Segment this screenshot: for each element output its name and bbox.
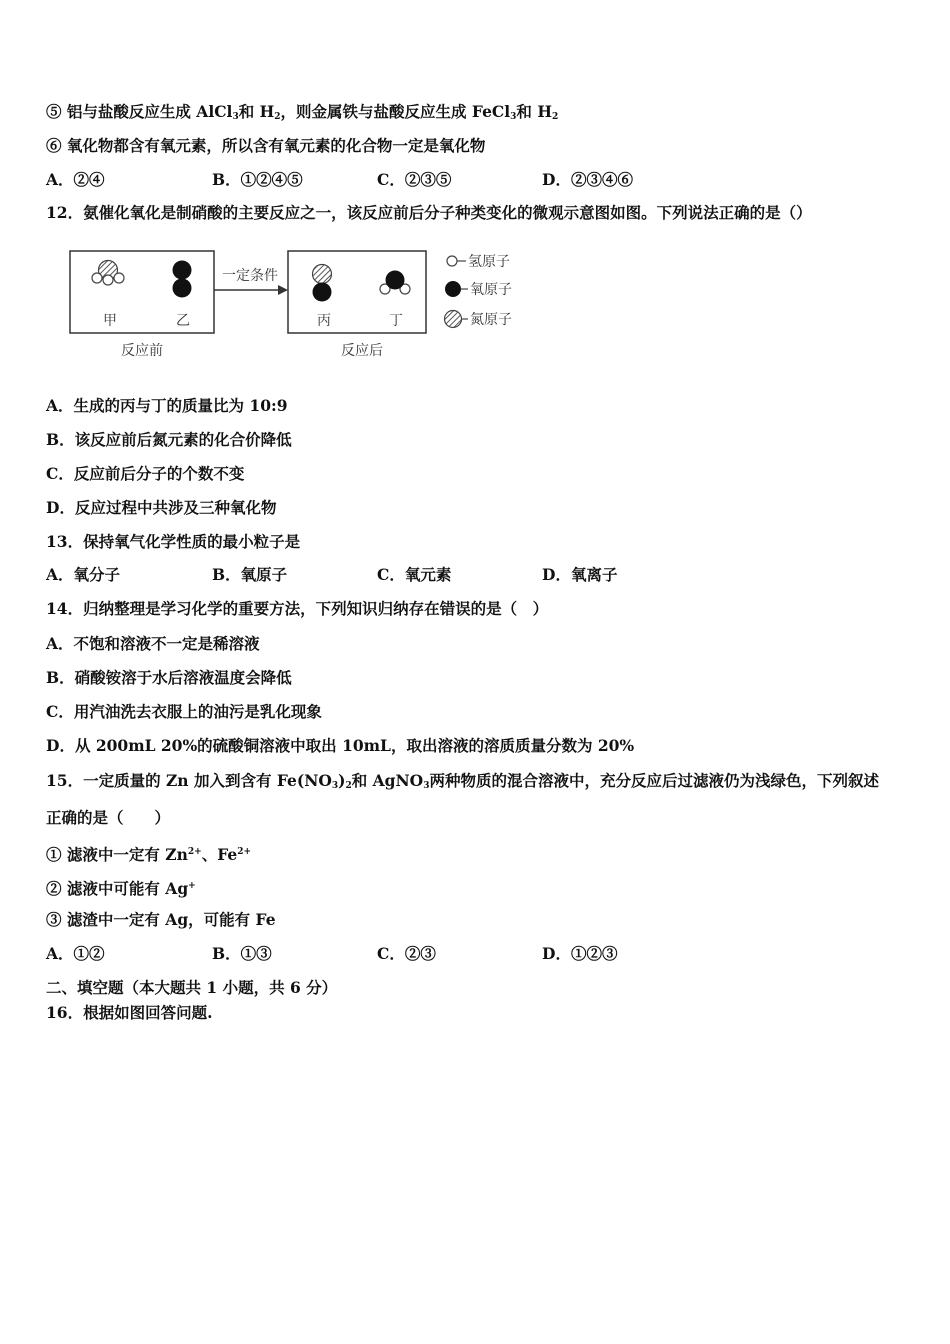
section-heading: 二、填空题（本大题共 1 小题，共 6 分）	[46, 978, 338, 997]
q14-option-b: B．硝酸铵溶于水后溶液温度会降低	[46, 668, 292, 687]
q13-stem: 13．保持氧气化学性质的最小粒子是	[46, 532, 301, 551]
caption-before: 反应前	[121, 343, 163, 359]
label-yi: 乙	[176, 313, 190, 329]
option-a: A．①②	[46, 944, 105, 963]
option-d: D．②③④⑥	[542, 170, 633, 189]
label-ding: 丁	[389, 313, 403, 329]
q14-option-d: D．从 200mL 20%的硫酸铜溶液中取出 10mL，取出溶液的溶质质量分数为 20%	[46, 736, 635, 755]
q16-stem: 16．根据如图回答问题.	[46, 1003, 213, 1022]
option-d: D．氧离子	[542, 565, 618, 584]
before-box	[70, 251, 214, 333]
q14-option-c: C．用汽油洗去衣服上的油污是乳化现象	[46, 702, 322, 721]
q14-stem: 14．归纳整理是学习化学的重要方法，下列知识归纳存在错误的是（ ）	[46, 599, 549, 618]
option-b: B．①②④⑤	[212, 170, 303, 189]
arrow-head	[278, 285, 288, 295]
label-bing: 丙	[317, 313, 331, 329]
legend-nitrogen	[445, 311, 513, 329]
svg-text:氮原子: 氮原子	[470, 312, 512, 328]
q15-item-1: ① 滤液中一定有 $Zn^{2+}$、$Fe^{2+}$	[46, 845, 252, 864]
q14-option-a: A．不饱和溶液不一定是稀溶液	[46, 634, 260, 653]
label-jia: 甲	[103, 313, 117, 329]
q12-option-b: B．该反应前后氮元素的化合价降低	[46, 430, 292, 449]
q15-stem: 15．一定质量的 Zn 加入到含有 $Fe(NO_3)_2$和 AgNO$_3$两种物质的混合溶液中，充分反应后过滤液仍为浅绿色，下列叙述	[46, 771, 879, 791]
option-c: C．②③⑤	[377, 170, 452, 189]
option-d: D．①②③	[542, 944, 618, 963]
legend-oxygen	[445, 281, 512, 298]
arrow-label: 一定条件	[222, 268, 278, 284]
svg-text:氢原子: 氢原子	[468, 254, 510, 270]
option-c: C．氧元素	[377, 565, 452, 584]
q11-item-6: ⑥ 氧化物都含有氧元素，所以含有氧元素的化合物一定是氧化物	[46, 136, 486, 155]
option-c: C．②③	[377, 944, 436, 963]
option-b: B．①③	[212, 944, 272, 963]
legend-hydrogen	[447, 254, 510, 270]
svg-text:氧原子: 氧原子	[470, 282, 512, 298]
q12-stem: 12．氨催化氧化是制硝酸的主要反应之一，该反应前后分子种类变化的微观示意图如图。下列说法正确的是（）	[46, 203, 812, 222]
q12-option-d: D．反应过程中共涉及三种氧化物	[46, 498, 277, 517]
q15-item-3: ③ 滤渣中一定有 Ag，可能有 Fe	[46, 910, 276, 929]
caption-after: 反应后	[341, 343, 383, 359]
option-b: B．氧原子	[212, 565, 288, 584]
option-a: A．氧分子	[46, 565, 121, 584]
q15-stem-cont: 正确的是（ ）	[46, 808, 171, 827]
q11-item-5: ⑤ 铝与盐酸反应生成 AlCl$_3$和 $H_2$，则金属铁与盐酸反应生成 FeCl$_3$和 $H_2$	[46, 102, 559, 122]
q12-option-c: C．反应前后分子的个数不变	[46, 464, 245, 483]
option-a: A．②④	[46, 170, 105, 189]
q15-item-2: ② 滤液中可能有 Ag+	[46, 879, 196, 898]
q12-option-a: A．生成的丙与丁的质量比为 10:9	[46, 396, 288, 415]
reaction-diagram	[66, 245, 546, 370]
